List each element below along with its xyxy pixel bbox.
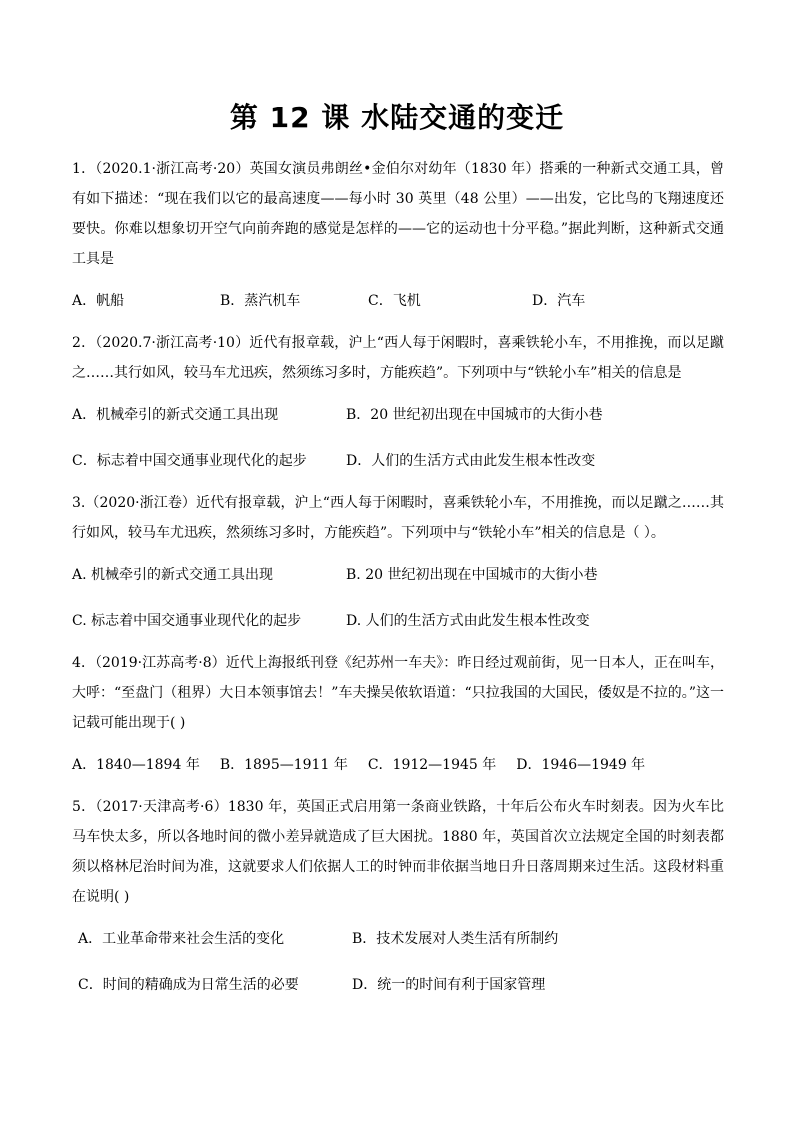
option-c: C．飞机 xyxy=(368,293,421,309)
option-b: B. 20 世纪初出现在中国城市的大街小巷 xyxy=(346,567,598,583)
question-3-text: 3.（2020·浙江卷）近代有报章载，沪上“西人每于闲暇时，喜乘铁轮小车，不用推挽，而以足蹴之……其行如风，较马车尤迅疾，然须练习多时，方能疾趋”。下列项中与“铁轮小车”相关的信息是（ ）。 xyxy=(72,495,724,541)
option-a: A．机械牵引的新式交通工具出现 xyxy=(72,407,279,423)
question-list xyxy=(72,154,724,1012)
option-b: B．技术发展对人类生活有所制约 xyxy=(352,931,559,947)
option-d: D．汽车 xyxy=(532,293,586,309)
question-2-text: 2．（2020.7·浙江高考·10）近代有报章载，沪上“西人每于闲暇时，喜乘铁轮小车，不用推挽，而以足蹴之……其行如风，较马车尤迅疾，然须练习多时，方能疾趋”。下列项中与“铁轮小车”相关的信息是 xyxy=(72,335,724,381)
option-d: D．1946—1949 年 xyxy=(516,757,646,773)
option-b: B．20 世纪初出现在中国城市的大街小巷 xyxy=(346,407,603,423)
option-a: A. 机械牵引的新式交通工具出现 xyxy=(72,567,274,583)
option-c: C．1912—1945 年 xyxy=(367,757,497,773)
option-a: A．帆船 xyxy=(72,293,125,309)
option-a: A．工业革命带来社会生活的变化 xyxy=(78,931,285,947)
question-1-text: 1．（2020.1·浙江高考·20）英国女演员弗朗丝•金伯尔对幼年（1830 年）搭乘的一种新式交通工具，曾有如下描述：“现在我们以它的最高速度——每小时 30 英里（48 公里）——出发，它比鸟的飞翔速度还要快。你难以想象切开空气向前奔跑的感觉是怎样的——它的运动也十分平稳。”据此判断，这种新式交通工具是 xyxy=(72,161,724,267)
option-c: C．标志着中国交通事业现代化的起步 xyxy=(72,453,307,469)
question-3-options xyxy=(72,560,724,636)
question-4-options xyxy=(72,750,724,780)
option-d: D．统一的时间有利于国家管理 xyxy=(352,977,546,993)
option-a: A．1840—1894 年 xyxy=(72,757,200,773)
option-d: D. 人们的生活方式由此发生根本性改变 xyxy=(346,613,590,629)
option-b: B．1895—1911 年 xyxy=(219,757,348,773)
option-d: D．人们的生活方式由此发生根本性改变 xyxy=(346,453,596,469)
question-2-options xyxy=(72,400,724,476)
option-b: B．蒸汽机车 xyxy=(220,293,301,309)
question-1-options xyxy=(72,286,724,316)
page-title: 第 12 课 水陆交通的变迁 xyxy=(229,101,565,134)
question-5-options xyxy=(72,924,724,1000)
question-5-text: 5．（2017·天津高考·6）1830 年，英国正式启用第一条商业铁路，十年后公布火车时刻表。因为火车比马车快太多，所以各地时间的微小差异就造成了巨大困扰。1880 年，英国首次立法规定全国的时刻表都须以格林尼治时间为准，这就要求人们依据人工的时钟而非依据当地日升日落周期来过生活。这段材料重在说明( ) xyxy=(72,799,724,905)
question-4-text: 4．（2019·江苏高考·8）近代上海报纸刊登《纪苏州一车夫》：昨日经过观前街，见一日本人，正在叫车，大呼：“至盘门（租界）大日本领事馆去！”车夫操吴侬软语道：“只拉我国的大国民，倭奴是不拉的。”这一记载可能出现于( ) xyxy=(72,655,724,731)
option-c: C．时间的精确成为日常生活的必要 xyxy=(78,977,299,993)
option-c: C. 标志着中国交通事业现代化的起步 xyxy=(72,613,302,629)
